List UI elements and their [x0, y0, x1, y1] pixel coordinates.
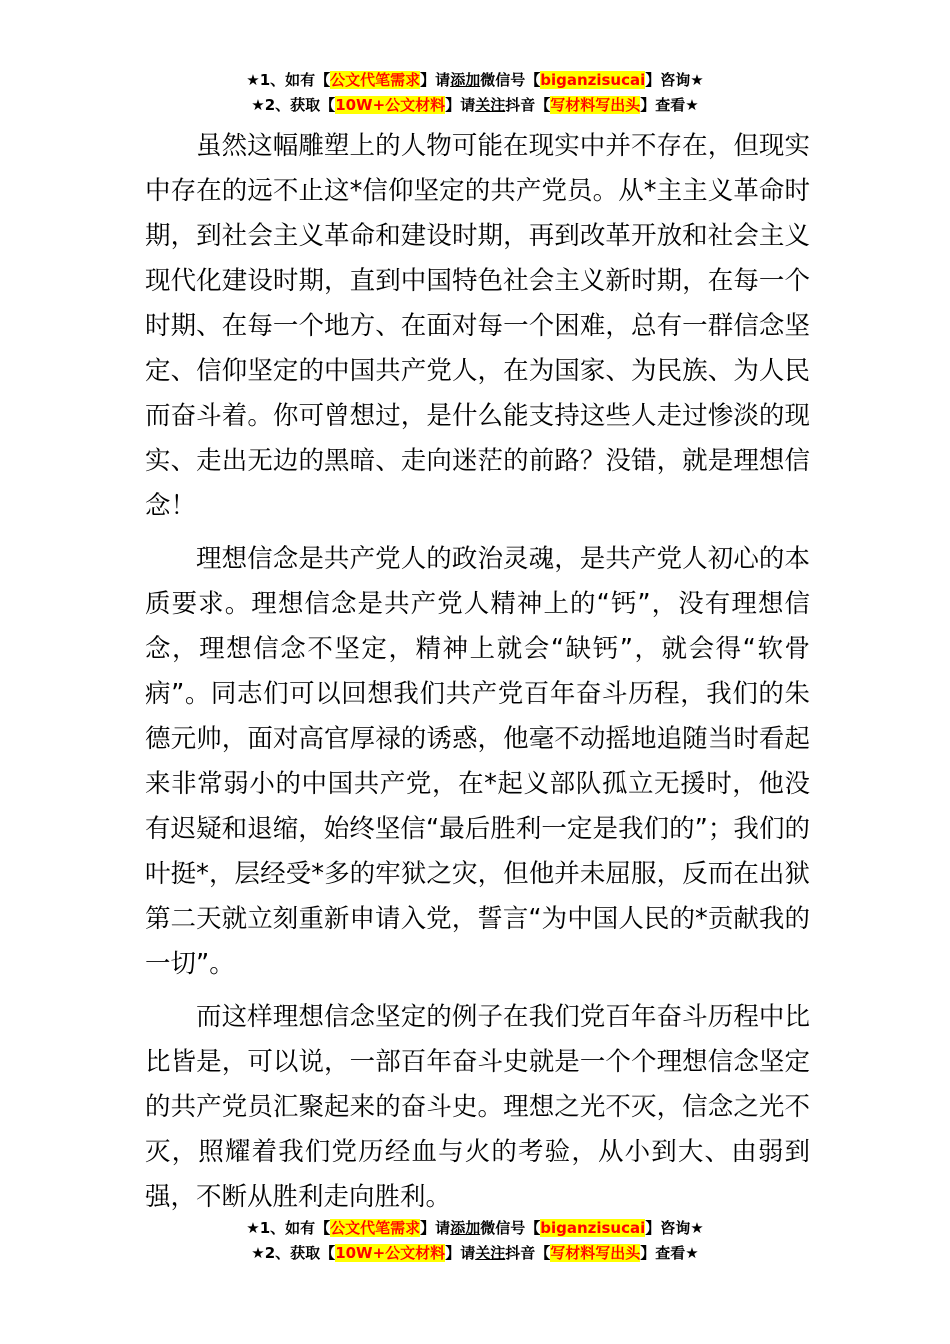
douyin-account: 写材料写出头 — [550, 96, 641, 114]
banner-text: 抖音【 — [505, 96, 551, 114]
banner-text: ★1、如有【 — [246, 71, 331, 89]
banner-text: 抖音【 — [505, 1244, 551, 1262]
banner-line-2 — [0, 93, 950, 118]
underlined-text: 添加 — [450, 1219, 481, 1237]
banner-text: 】请 — [420, 1219, 451, 1237]
banner-text: 】咨询★ — [645, 1219, 704, 1237]
underlined-text: 关注 — [475, 1244, 506, 1262]
paragraph-3: 而这样理想信念坚定的例子在我们党百年奋斗历程中比比皆是，可以说，一部百年奋斗史就是一个个理想信念坚定的共产党员汇聚起来的奋斗史。理想之光不灭，信念之光不灭，照耀着我们党历经血与火的考验，从小到大、由弱到强，不断从胜利走向胜利。 — [145, 1002, 810, 1212]
douyin-account: 写材料写出头 — [550, 1244, 641, 1262]
banner-line-2 — [0, 1241, 950, 1266]
highlight-text: 10W+公文材料 — [335, 1244, 446, 1262]
banner-text: ★1、如有【 — [246, 1219, 331, 1237]
banner-text: ★2、获取【 — [251, 1244, 336, 1262]
footer-banner — [0, 1216, 950, 1266]
banner-text: ★2、获取【 — [251, 96, 336, 114]
paragraph-2: 理想信念是共产党人的政治灵魂，是共产党人初心的本质要求。理想信念是共产党人精神上的“钙”，没有理想信念，理想信念不坚定，精神上就会“缺钙”，就会得“软骨病”。同志们可以回想我们共产党百年奋斗历程，我们的朱德元帅，面对高官厚禄的诱惑，他毫不动摇地追随当时看起来非常弱小的中国共产党，在*起义部队孤立无援时，他没有迟疑和退缩，始终坚信“最后胜利一定是我们的”；我们的叶挺*，层经受*多的牢狱之灾，但他并未屈服，反而在出狱第二天就立刻重新申请入党，誓言“为中国人民的*贡献我的一切”。 — [145, 544, 810, 979]
banner-text: 】请 — [420, 71, 451, 89]
banner-line-1 — [0, 1216, 950, 1241]
banner-text: 微信号【 — [480, 1219, 541, 1237]
highlight-text: 公文代笔需求 — [330, 71, 421, 89]
banner-line-1 — [0, 68, 950, 93]
underlined-text: 关注 — [475, 96, 506, 114]
wechat-id: biganzisucai — [540, 71, 646, 89]
header-banner — [0, 68, 950, 118]
banner-text: 】查看★ — [640, 1244, 699, 1262]
banner-text: 微信号【 — [480, 71, 541, 89]
highlight-text: 10W+公文材料 — [335, 96, 446, 114]
paragraph-1: 虽然这幅雕塑上的人物可能在现实中并不存在，但现实中存在的远不止这*信仰坚定的共产党员。从*主主义革命时期，到社会主义革命和建设时期，再到改革开放和社会主义现代化建设时期，直到中国特色社会主义新时期，在每一个时期、在每一个地方、在面对每一个困难，总有一群信念坚定、信仰坚定的中国共产党人，在为国家、为民族、为人民而奋斗着。你可曾想过，是什么能支持这些人走过惨淡的现实、走出无边的黑暗、走向迷茫的前路？没错，就是理想信念！ — [145, 131, 810, 521]
document-body — [145, 124, 810, 1228]
banner-text: 】请 — [445, 1244, 476, 1262]
wechat-id: biganzisucai — [540, 1219, 646, 1237]
banner-text: 】咨询★ — [645, 71, 704, 89]
highlight-text: 公文代笔需求 — [330, 1219, 421, 1237]
underlined-text: 添加 — [450, 71, 481, 89]
banner-text: 】查看★ — [640, 96, 699, 114]
banner-text: 】请 — [445, 96, 476, 114]
